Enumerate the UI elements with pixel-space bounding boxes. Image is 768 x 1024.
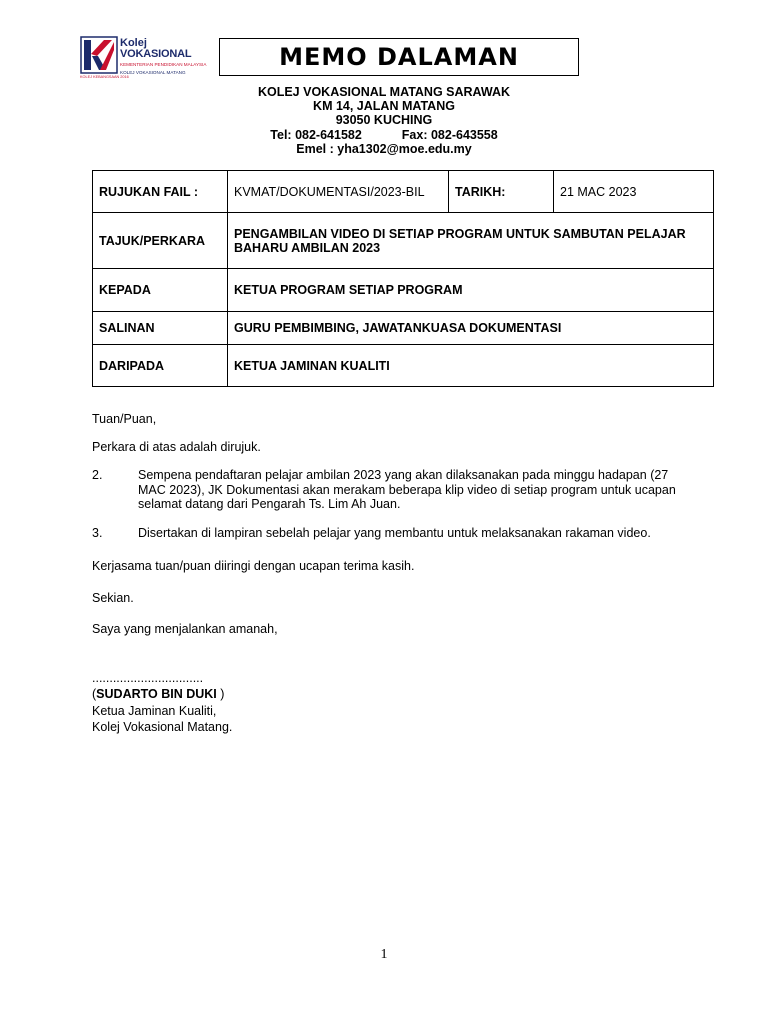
fax: Fax: 082-643558	[401, 127, 498, 142]
thanks-paragraph: Kerjasama tuan/puan diiringi dengan ucapan terima kasih.	[92, 559, 415, 573]
paragraph-2-text: Sempena pendaftaran pelajar ambilan 2023 yang akan dilaksanakan pada minggu hadapan (27 MAC 2023), JK Dokumentasi akan merakam beberapa klip video di setiap program untuk ucapan selamat datang dari Pengarah Ts. Lim Ah Juan.	[138, 468, 676, 511]
paragraph-3	[92, 526, 714, 541]
address-line-2: KM 14, JALAN MATANG	[313, 99, 455, 114]
logo-tagline: KOLEJ KEBANGSAAN 2016	[80, 75, 129, 79]
tajuk-value: PENGAMBILAN VIDEO DI SETIAP PROGRAM UNTUK SAMBUTAN PELAJAR BAHARU AMBILAN 2023	[228, 213, 714, 269]
intro-paragraph: Perkara di atas adalah dirujuk.	[92, 440, 261, 454]
kepada-value: KETUA PROGRAM SETIAP PROGRAM	[228, 269, 714, 312]
tarikh-value: 21 MAC 2023	[554, 171, 714, 213]
close-paren: )	[216, 687, 225, 701]
college-logo	[80, 36, 207, 82]
salinan-label: SALINAN	[93, 312, 228, 345]
tel-fax-line	[0, 128, 768, 142]
table-row	[93, 345, 714, 387]
address-line-3: 93050 KUCHING	[335, 113, 433, 128]
logo-line-vokasional: VOKASIONAL	[120, 48, 192, 60]
table-row	[93, 213, 714, 269]
memo-title-box	[219, 38, 579, 76]
kv-emblem-icon	[80, 36, 118, 74]
memo-title: MEMO DALAMAN	[279, 43, 519, 71]
paragraph-3-text: Disertakan di lampiran sebelah pelajar yang membantu untuk melaksanakan rakaman video.	[138, 526, 651, 540]
daripada-label: DARIPADA	[93, 345, 228, 387]
logo-line-college: KOLEJ VOKASIONAL MATANG	[120, 69, 186, 75]
paragraph-2-number: 2.	[92, 468, 103, 482]
college-address	[0, 85, 768, 156]
open-paren: (	[92, 687, 97, 701]
closing: Sekian.	[92, 591, 134, 605]
logo-line-kolej: Kolej	[120, 37, 147, 49]
rujukan-label: RUJUKAN FAIL :	[93, 171, 228, 213]
signer-organisation: Kolej Vokasional Matang.	[92, 720, 233, 734]
tarikh-label: TARIKH:	[449, 171, 554, 213]
table-row	[93, 312, 714, 345]
salinan-value: GURU PEMBIMBING, JAWATANKUASA DOKUMENTASI	[228, 312, 714, 345]
memo-info-table	[92, 170, 714, 387]
amanah-line: Saya yang menjalankan amanah,	[92, 622, 278, 636]
daripada-value: KETUA JAMINAN KUALITI	[228, 345, 714, 387]
address-line-1: KOLEJ VOKASIONAL MATANG SARAWAK	[257, 85, 511, 99]
signer-name: SUDARTO BIN DUKI	[96, 687, 217, 701]
logo-line-ministry: KEMENTERIAN PENDIDIKAN MALAYSIA	[120, 62, 207, 67]
signature-dots: ................................	[92, 671, 204, 685]
salutation: Tuan/Puan,	[92, 412, 157, 426]
paragraph-3-number: 3.	[92, 526, 103, 540]
signer-name-line	[92, 687, 692, 702]
rujukan-value: KVMAT/DOKUMENTASI/2023-BIL	[228, 171, 449, 213]
email: Emel : yha1302@moe.edu.my	[296, 141, 472, 156]
table-row	[93, 269, 714, 312]
telephone: Tel: 082-641582	[270, 127, 362, 142]
tajuk-label: TAJUK/PERKARA	[93, 213, 228, 269]
signer-title: Ketua Jaminan Kualiti,	[92, 704, 217, 718]
paragraph-2	[92, 468, 692, 512]
page-number: 1	[380, 947, 388, 962]
table-row	[93, 171, 714, 213]
kepada-label: KEPADA	[93, 269, 228, 312]
